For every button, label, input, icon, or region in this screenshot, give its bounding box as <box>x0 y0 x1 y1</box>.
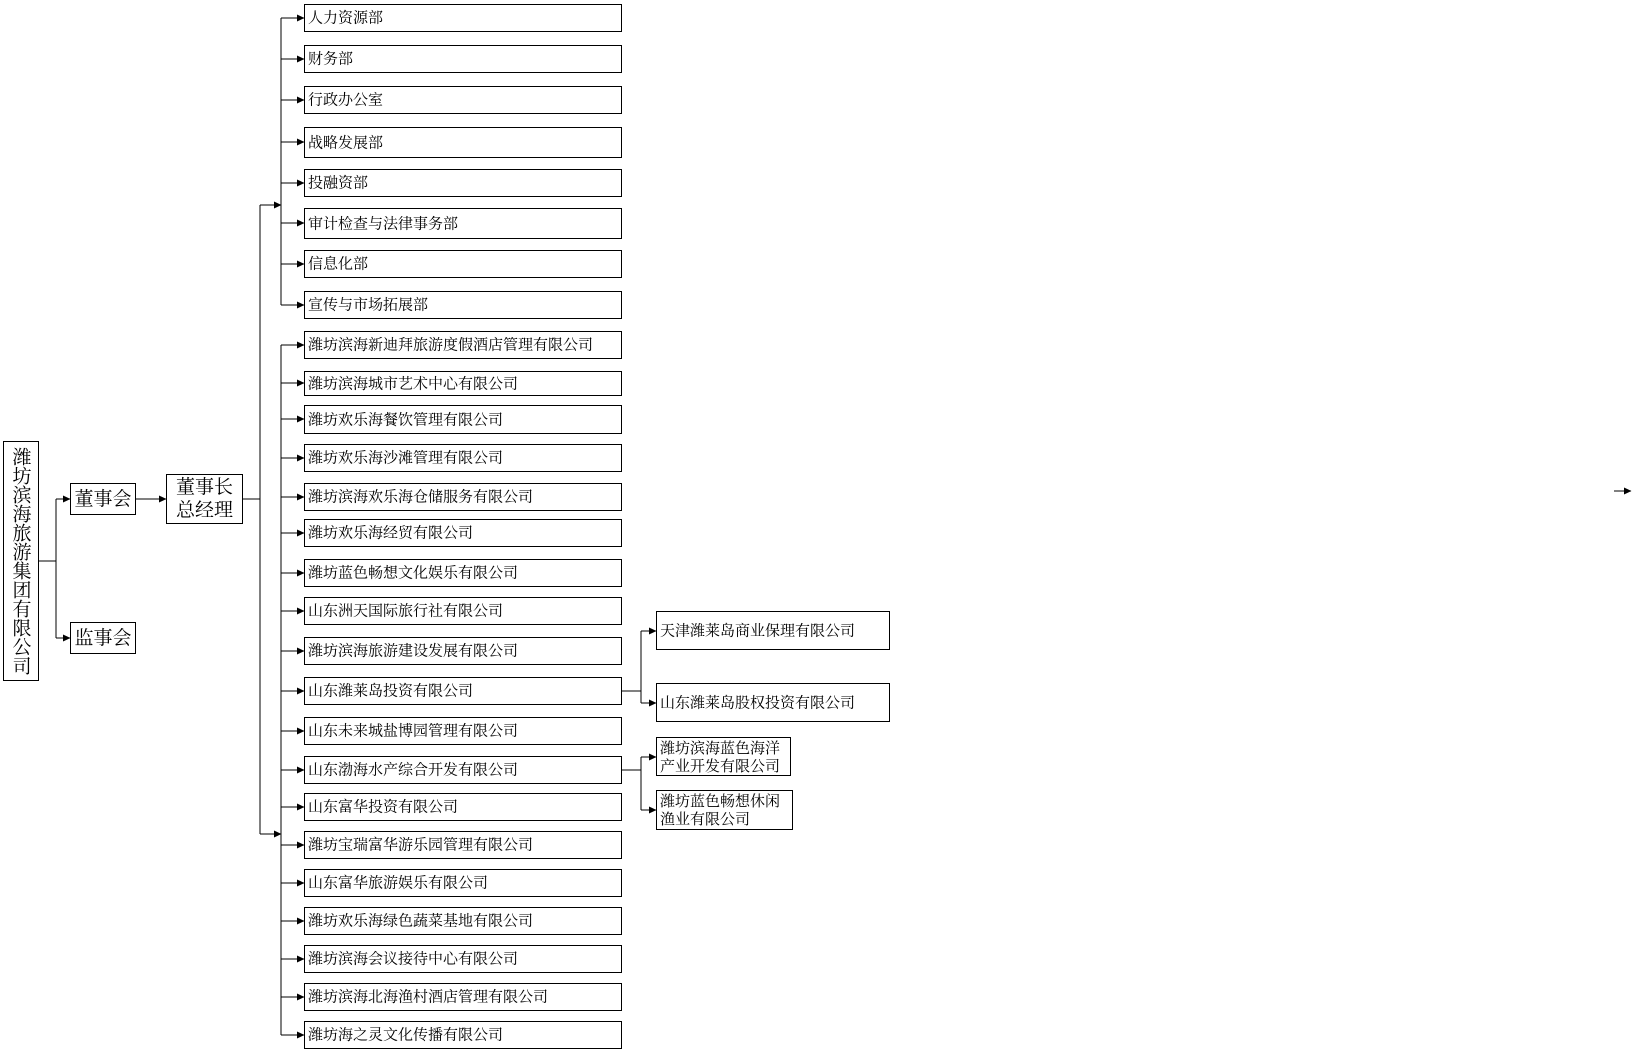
board-label: 董事会 <box>74 488 132 510</box>
supervisory-node <box>70 622 136 654</box>
company-node <box>304 907 622 935</box>
root-label: 潍坊滨海旅游集团有限公司 <box>9 447 32 675</box>
company-node <box>304 444 622 472</box>
company-label: 山东洲天国际旅行社有限公司 <box>308 601 504 620</box>
company-node <box>304 483 622 511</box>
company-node <box>304 1021 622 1049</box>
company-node <box>304 331 622 359</box>
company-node <box>304 597 622 625</box>
subsidiary-label: 山东潍莱岛股权投资有限公司 <box>660 693 856 711</box>
supervisory-label: 监事会 <box>74 627 132 649</box>
company-label: 潍坊欢乐海经贸有限公司 <box>308 523 474 542</box>
company-label: 潍坊滨海新迪拜旅游度假酒店管理有限公司 <box>308 335 594 354</box>
company-label: 山东渤海水产综合开发有限公司 <box>308 760 519 779</box>
department-label: 战略发展部 <box>308 133 384 151</box>
company-label: 山东富华旅游娱乐有限公司 <box>308 873 489 892</box>
company-node <box>304 519 622 547</box>
company-label: 潍坊滨海欢乐海仓储服务有限公司 <box>308 487 534 506</box>
subsidiary-node <box>656 737 791 776</box>
company-node <box>304 756 622 784</box>
company-label: 潍坊欢乐海绿色蔬菜基地有限公司 <box>308 911 534 930</box>
subsidiary-node <box>656 683 890 722</box>
department-label: 审计检查与法律事务部 <box>308 214 459 232</box>
company-label: 潍坊滨海会议接待中心有限公司 <box>308 949 519 968</box>
root-node <box>3 441 39 681</box>
company-node <box>304 831 622 859</box>
board-node <box>70 483 136 515</box>
department-label: 投融资部 <box>308 173 369 192</box>
department-node <box>304 4 622 32</box>
department-node <box>304 86 622 114</box>
company-label: 潍坊宝瑞富华游乐园管理有限公司 <box>308 835 534 854</box>
subsidiary-node <box>656 611 890 650</box>
chairman-line-2: 总经理 <box>175 499 233 521</box>
company-node <box>304 559 622 587</box>
subsidiary-node <box>656 790 793 830</box>
department-node <box>304 208 622 239</box>
company-node <box>304 677 622 705</box>
subsidiary-label: 天津潍莱岛商业保理有限公司 <box>660 621 856 639</box>
company-node <box>304 717 622 745</box>
department-node <box>304 169 622 197</box>
company-label: 潍坊欢乐海沙滩管理有限公司 <box>308 448 504 467</box>
department-node <box>304 291 622 319</box>
chairman-title <box>167 475 242 523</box>
company-label: 山东未来城盐博园管理有限公司 <box>308 721 519 740</box>
subsidiary-label: 潍坊蓝色畅想休闲 渔业有限公司 <box>660 792 781 828</box>
company-node <box>304 869 622 897</box>
company-node <box>304 983 622 1011</box>
department-label: 财务部 <box>308 49 354 68</box>
chairman-line-1: 董事长 <box>175 476 233 498</box>
company-label: 山东富华投资有限公司 <box>308 797 459 816</box>
company-node <box>304 793 622 821</box>
company-label: 潍坊滨海北海渔村酒店管理有限公司 <box>308 987 549 1006</box>
department-label: 宣传与市场拓展部 <box>308 295 429 314</box>
company-node <box>304 637 622 665</box>
department-node <box>304 45 622 73</box>
company-node <box>304 945 622 973</box>
company-label: 山东潍莱岛投资有限公司 <box>308 681 474 700</box>
department-node <box>304 250 622 278</box>
company-label: 潍坊滨海城市艺术中心有限公司 <box>308 374 519 392</box>
department-label: 信息化部 <box>308 254 369 273</box>
department-label: 行政办公室 <box>308 90 384 109</box>
department-label: 人力资源部 <box>308 8 384 27</box>
company-label: 潍坊滨海旅游建设发展有限公司 <box>308 641 519 660</box>
company-label: 潍坊欢乐海餐饮管理有限公司 <box>308 410 504 428</box>
company-label: 潍坊蓝色畅想文化娱乐有限公司 <box>308 563 519 582</box>
company-node <box>304 405 622 434</box>
company-label: 潍坊海之灵文化传播有限公司 <box>308 1025 504 1044</box>
chairman-node <box>166 474 243 524</box>
department-node <box>304 127 622 158</box>
subsidiary-label: 潍坊滨海蓝色海洋 产业开发有限公司 <box>660 738 781 775</box>
company-node <box>304 371 622 396</box>
